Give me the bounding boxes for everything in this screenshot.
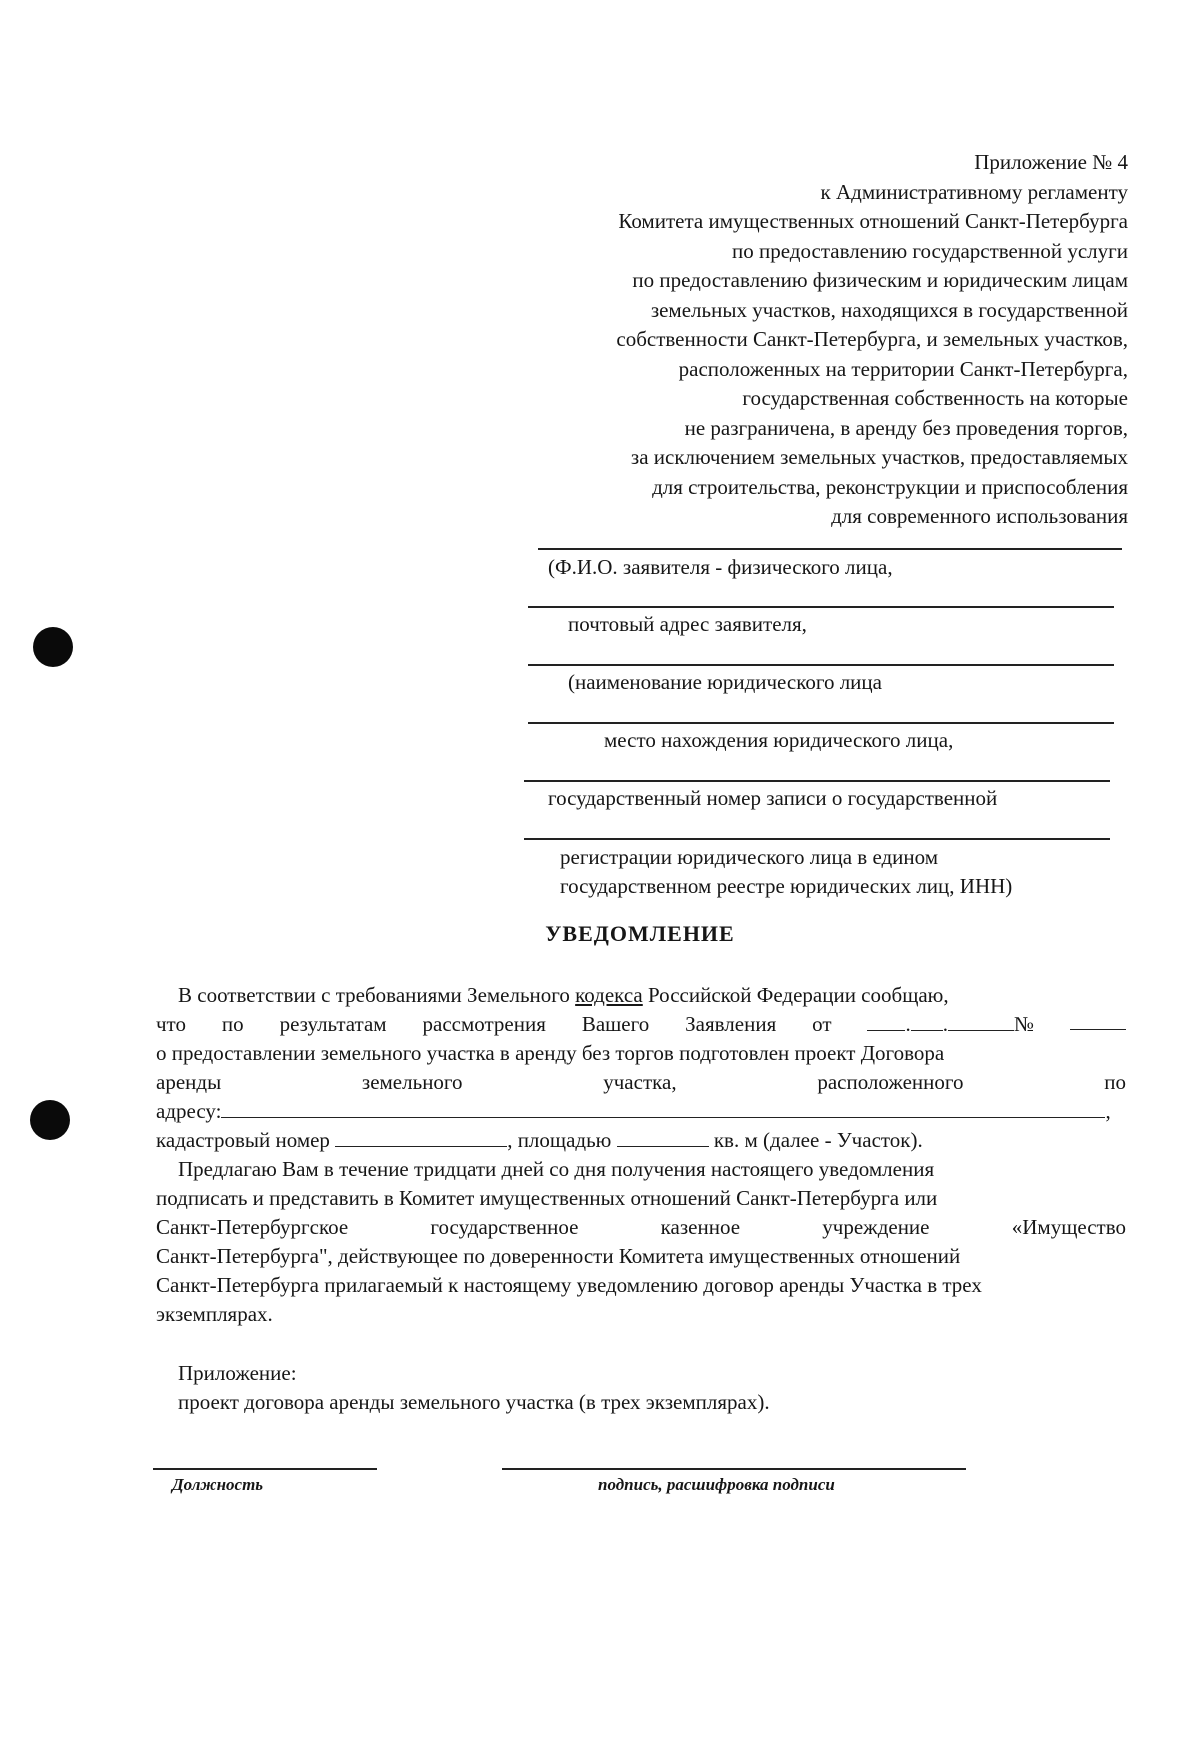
application-number-blank[interactable] [1070, 1011, 1126, 1030]
header-line: государственная собственность на которые [742, 386, 1128, 410]
body-line: Санкт-Петербургское государственное казенное учреждение «Имущество [156, 1215, 1126, 1239]
cadastral-number-blank[interactable] [335, 1128, 507, 1147]
state-record-line[interactable] [524, 780, 1110, 783]
code-link[interactable]: кодекса [575, 983, 643, 1007]
attachment-label: Приложение: [178, 1361, 297, 1385]
applicant-address-label: почтовый адрес заявителя, [568, 612, 807, 636]
body-line: Санкт-Петербурга", действующее по доверенности Комитета имущественных отношений [156, 1244, 961, 1268]
date-year-blank[interactable] [948, 1012, 1014, 1031]
appendix-header [488, 148, 1128, 532]
position-label: Должность [172, 1475, 264, 1494]
signature-label: подпись, расшифровка подписи [598, 1475, 835, 1494]
header-line: по предоставлению государственной услуги [732, 238, 1128, 263]
state-record-label: государственный номер записи о государственной [548, 786, 998, 810]
address-blank[interactable] [221, 1099, 1105, 1118]
registration-label-cont: государственном реестре юридических лиц, ИНН) [560, 874, 1013, 898]
area-blank[interactable] [617, 1128, 709, 1147]
body-line: В соответствии с требованиями Земельного кодекса Российской Федерации сообщаю, [178, 983, 949, 1007]
header-line: для строительства, реконструкции и приспособления [652, 474, 1128, 499]
applicant-address-line[interactable] [528, 606, 1114, 609]
header-line: расположенных на территории Санкт-Петербурга, [678, 356, 1128, 381]
body-line: экземплярах. [156, 1302, 273, 1326]
applicant-fio-label: (Ф.И.О. заявителя - физического лица, [548, 555, 893, 579]
legal-entity-name-line[interactable] [528, 664, 1114, 667]
position-signature-line[interactable] [153, 1468, 377, 1470]
punch-hole [30, 1100, 70, 1140]
legal-entity-location-line[interactable] [528, 722, 1114, 725]
header-line: Комитета имущественных отношений Санкт-Петербурга [618, 209, 1128, 233]
body-line: адресу: , [156, 1099, 1111, 1123]
body-line: Санкт-Петербурга прилагаемый к настоящему уведомлению договор аренды Участка в трех [156, 1273, 982, 1297]
applicant-fio-line[interactable] [538, 548, 1122, 551]
header-line: по предоставлению физическим и юридическим лицам [632, 268, 1128, 292]
legal-entity-location-label: место нахождения юридического лица, [604, 728, 954, 752]
signature-line[interactable] [502, 1468, 966, 1470]
header-line: к Административному регламенту [820, 179, 1128, 204]
registration-line[interactable] [524, 838, 1110, 841]
body-line: Предлагаю Вам в течение тридцати дней со дня получения настоящего уведомления [178, 1157, 935, 1181]
header-line: собственности Санкт-Петербурга, и земельных участков, [616, 327, 1128, 351]
legal-entity-name-label: (наименование юридического лица [568, 670, 882, 694]
punch-hole [33, 627, 73, 667]
attachment-text: проект договора аренды земельного участка (в трех экземплярах). [178, 1390, 770, 1414]
body-line: о предоставлении земельного участка в аренду без торгов подготовлен проект Договора [156, 1041, 945, 1065]
body-line: кадастровый номер , площадью кв. м (далее - Участок). [156, 1128, 923, 1152]
number-sign: № [1013, 1012, 1035, 1036]
document-title: УВЕДОМЛЕНИЕ [545, 921, 735, 946]
date-day-blank[interactable] [867, 1012, 905, 1031]
body-line: что по результатам рассмотрения Вашего Заявления от . . № [156, 1011, 1126, 1037]
header-line: для современного использования [831, 504, 1128, 528]
header-line: не разграничена, в аренду без проведения торгов, [684, 415, 1128, 440]
header-line: земельных участков, находящихся в государственной [650, 297, 1128, 322]
body-line: аренды земельного участка, расположенного по [156, 1070, 1126, 1094]
registration-label: регистрации юридического лица в едином [560, 845, 939, 869]
header-line: за исключением земельных участков, предоставляемых [630, 445, 1128, 469]
body-line: подписать и представить в Комитет имущественных отношений Санкт-Петербурга или [156, 1186, 938, 1210]
date-month-blank[interactable] [911, 1012, 943, 1031]
header-line: Приложение № 4 [974, 150, 1128, 174]
